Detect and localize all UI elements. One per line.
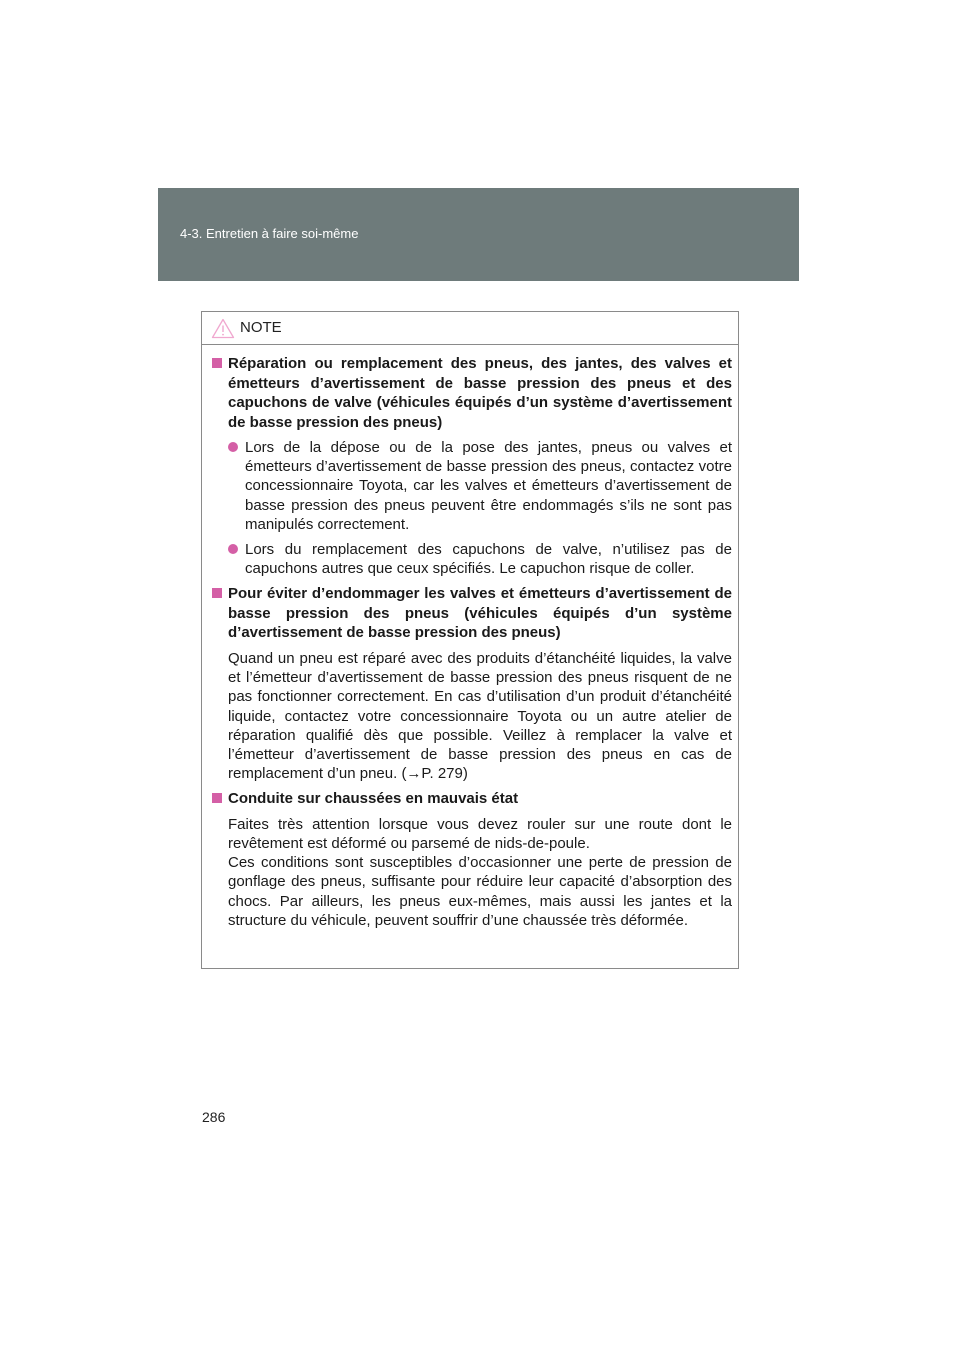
section-label: 4-3. Entretien à faire soi-même	[180, 226, 359, 241]
bullet-text: Lors du remplacement des capuchons de valve, n’utilisez pas de capuchons autres que ceux spécifiés. Le capuchon risque de coller.	[245, 541, 732, 578]
note-item	[212, 789, 732, 930]
square-bullet-icon	[212, 793, 222, 803]
note-title: NOTE	[240, 319, 282, 336]
square-bullet-icon	[212, 358, 222, 368]
warning-triangle-icon	[211, 318, 235, 339]
square-bullet-icon	[212, 588, 222, 598]
bullet-item	[228, 438, 732, 534]
page-number: 286	[202, 1109, 226, 1125]
item-title: Pour éviter d’endommager les valves et émetteurs d’avertissement de basse pression des pneus (véhicules équipés d’un système d’avertissement de basse pression des pneus)	[228, 585, 732, 642]
item-text: Quand un pneu est réparé avec des produits d’étanchéité liquides, la valve et l’émetteur d’avertissement de basse pression des pneus risquent de ne pas fonctionner correctement. En cas d’utilisation d’un produit d’étanchéité liquide, contactez votre concessionnaire Toyota ou un autre atelier de réparation qualifié dès que possible. Veillez à remplacer la valve et l’émetteur d’avertissement de basse pression des pneus en cas de remplacement d’un pneu. (→P. 279)	[228, 649, 732, 783]
note-item	[212, 354, 732, 578]
bullet-text: Lors de la dépose ou de la pose des jantes, pneus ou valves et émetteurs d’avertissement de basse pression des pneus, contactez votre concessionnaire Toyota, car les valves et émetteurs d’avertissement de basse pression des pneus peuvent être endommagés s’ils ne sont pas manipulés correctement.	[245, 439, 732, 533]
note-box	[201, 311, 739, 969]
note-header	[202, 312, 738, 345]
bullet-item	[228, 540, 732, 578]
note-item	[212, 584, 732, 783]
item-title: Réparation ou remplacement des pneus, des jantes, des valves et émetteurs d’avertissement de basse pression des pneus et des capuchons de valve (véhicules équipés d’un système d’avertissement de basse pression des pneus)	[228, 355, 732, 431]
dot-bullet-icon	[228, 442, 238, 452]
item-text: Ces conditions sont susceptibles d’occasionner une perte de pression de gonflage des pneus, suffisante pour réduire leur capacité d’absorption des chocs. Par ailleurs, les pneus eux-mêmes, mais aussi les jantes et la structure du véhicule, peuvent souffrir d’une chaussée très déformée.	[228, 854, 732, 929]
dot-bullet-icon	[228, 544, 238, 554]
item-title: Conduite sur chaussées en mauvais état	[228, 790, 519, 808]
item-text: Faites très attention lorsque vous devez rouler sur une route dont le revêtement est déformé ou parsemé de nids-de-poule.	[228, 815, 732, 853]
note-body	[202, 345, 738, 930]
header-band	[158, 188, 799, 281]
